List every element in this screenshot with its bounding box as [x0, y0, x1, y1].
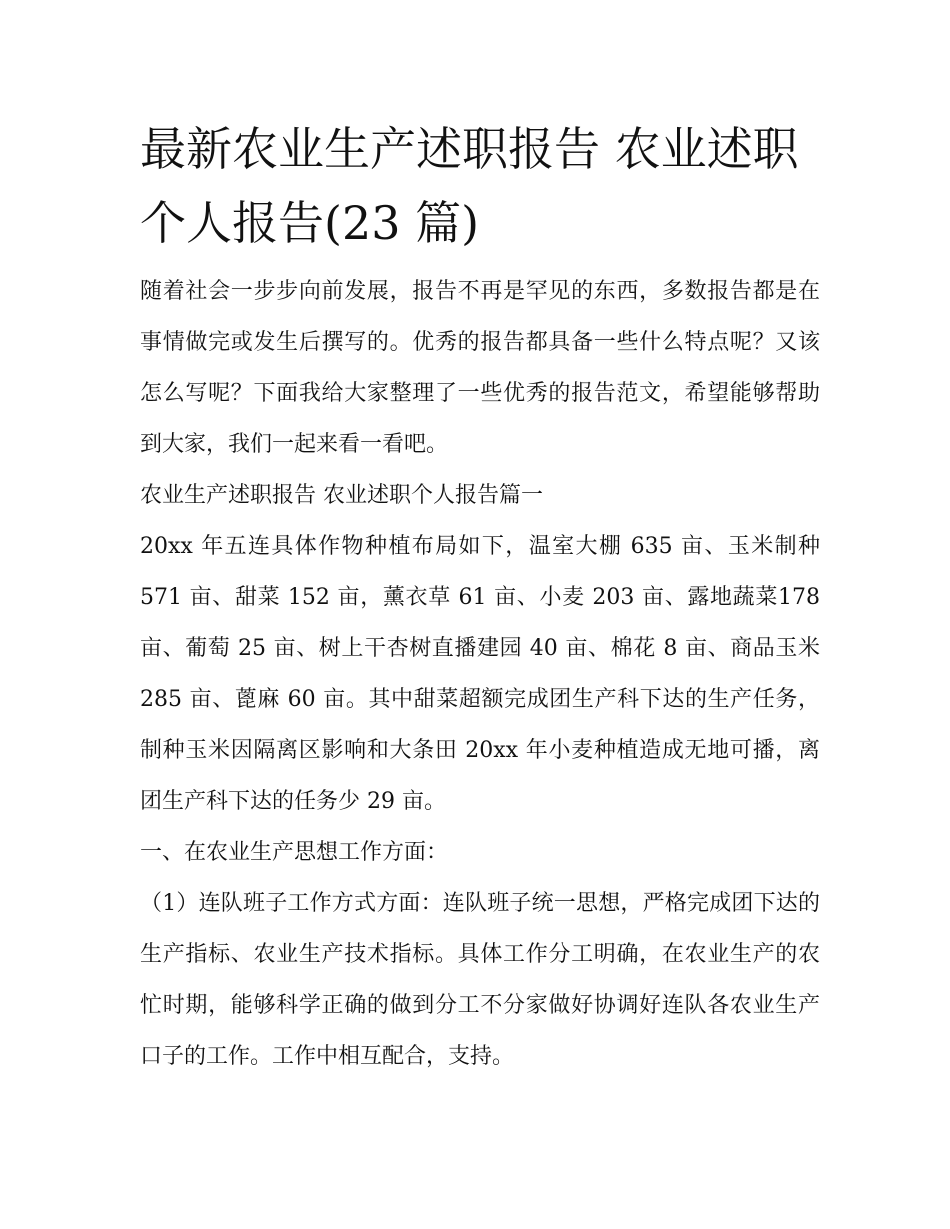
document-page — [140, 112, 820, 1082]
intro-paragraph: 随着社会一步步向前发展，报告不再是罕见的东西，多数报告都是在事情做完或发生后撰写的。优秀的报告都具备一些什么特点呢？又该怎么写呢？下面我给大家整理了一些优秀的报告范文，希望能够帮助到大家，我们一起来看一看吧。 — [140, 279, 820, 457]
team-work-paragraph: （1）连队班子工作方式方面：连队班子统一思想，严格完成团下达的生产指标、农业生产技术指标。具体工作分工明确，在农业生产的农忙时期，能够科学正确的做到分工不分家做好协调好连队各农业生产口子的工作。工作中相互配合，支持。 — [140, 891, 820, 1069]
document-title: 最新农业生产述职报告 农业述职个人报告(23 篇) — [140, 122, 799, 250]
subheading-ideology-work: 一、在农业生产思想工作方面： — [140, 840, 449, 865]
section-heading: 农业生产述职报告 农业述职个人报告篇一 — [140, 483, 543, 508]
crop-layout-paragraph: 20xx 年五连具体作物种植布局如下，温室大棚 635 亩、玉米制种 571 亩、甜菜 152 亩，薰衣草 61 亩、小麦 203 亩、露地蔬菜178 亩、葡萄 25 亩、树上干杏树直播建园 40 亩、棉花 8 亩、商品玉米 285 亩、蓖麻 60 亩。其中甜菜超额完成团生产科下达的生产任务，制种玉米因隔离区影响和大条田 20xx 年小麦种植造成无地可播，离团生产科下达的任务少 29 亩。 — [140, 534, 820, 814]
